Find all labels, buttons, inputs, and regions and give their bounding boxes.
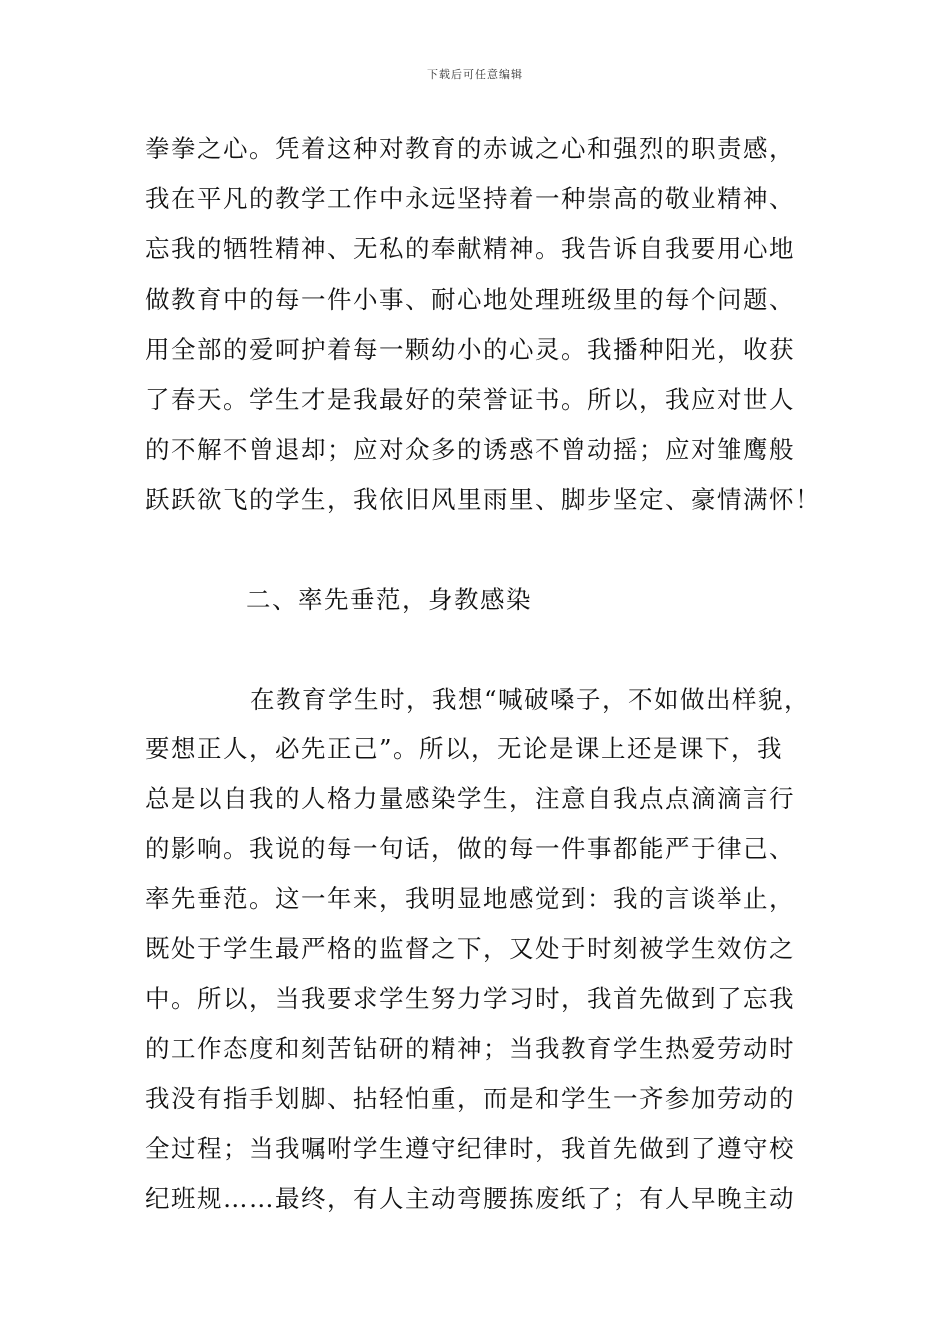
paragraph-line: 中。所以，当我要求学生努力学习时，我首先做到了忘我 bbox=[145, 984, 795, 1013]
paragraph-line: 要想正人，必先正己”。所以，无论是课上还是课下，我 bbox=[145, 734, 784, 763]
paragraph-line: 总是以自我的人格力量感染学生，注意自我点点滴滴言行 bbox=[145, 784, 795, 813]
paragraph-line: 忘我的牺牲精神、无私的奉献精神。我告诉自我要用心地 bbox=[145, 234, 795, 263]
paragraph-line: 我没有指手划脚、拈轻怕重，而是和学生一齐参加劳动的 bbox=[145, 1084, 795, 1113]
paragraph-line: 纪班规……最终，有人主动弯腰拣废纸了；有人早晚主动 bbox=[145, 1184, 795, 1213]
paragraph-line: 全过程；当我嘱咐学生遵守纪律时，我首先做到了遵守校 bbox=[145, 1134, 795, 1163]
paragraph-line: 在教育学生时，我想“喊破嗓子，不如做出样貌， bbox=[250, 685, 811, 714]
paragraph-line: 率先垂范。这一年来，我明显地感觉到：我的言谈举止， bbox=[145, 884, 795, 913]
paragraph-line: 了春天。学生才是我最好的荣誉证书。所以，我应对世人 bbox=[145, 385, 795, 414]
paragraph-line: 的不解不曾退却；应对众多的诱惑不曾动摇；应对雏鹰般 bbox=[145, 435, 795, 464]
page-header: 下载后可任意编辑 bbox=[427, 68, 523, 81]
paragraph-line: 的影响。我说的每一句话，做的每一件事都能严于律己、 bbox=[145, 834, 795, 863]
paragraph-line: 跃跃欲飞的学生，我依旧风里雨里、脚步坚定、豪情满怀！ bbox=[145, 485, 821, 514]
paragraph-line: 拳拳之心。凭着这种对教育的赤诚之心和强烈的职责感， bbox=[145, 134, 795, 163]
paragraph-line: 做教育中的每一件小事、耐心地处理班级里的每个问题、 bbox=[145, 285, 795, 314]
section-heading: 二、率先垂范，身教感染 bbox=[246, 585, 532, 614]
paragraph-line: 的工作态度和刻苦钻研的精神；当我教育学生热爱劳动时 bbox=[145, 1034, 795, 1063]
paragraph-line: 既处于学生最严格的监督之下，又处于时刻被学生效仿之 bbox=[145, 934, 795, 963]
paragraph-line: 用全部的爱呵护着每一颗幼小的心灵。我播种阳光，收获 bbox=[145, 335, 795, 364]
paragraph-line: 我在平凡的教学工作中永远坚持着一种崇高的敬业精神、 bbox=[145, 184, 795, 213]
